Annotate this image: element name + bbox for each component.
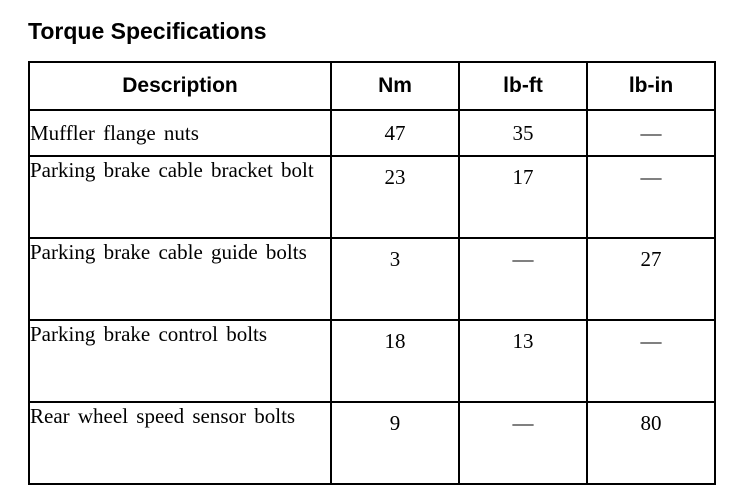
cell-lb-in: 80 [587,402,715,484]
cell-lb-ft: 13 [459,320,587,402]
cell-lb-in: — [587,156,715,238]
cell-nm: 9 [331,402,459,484]
cell-nm: 3 [331,238,459,320]
column-header-lb-ft: lb-ft [459,62,587,110]
cell-description: Parking brake cable guide bolts [29,238,331,320]
cell-description: Parking brake control bolts [29,320,331,402]
table-row [29,320,715,402]
cell-lb-ft: 17 [459,156,587,238]
cell-nm: 47 [331,110,459,156]
table-row [29,402,715,484]
cell-description: Muffler flange nuts [29,110,331,156]
cell-description: Rear wheel speed sensor bolts [29,402,331,484]
cell-lb-in: 27 [587,238,715,320]
table-header [29,62,715,110]
page-title: Torque Specifications [28,18,267,44]
table-header-row [29,62,715,110]
cell-lb-ft: — [459,402,587,484]
cell-nm: 23 [331,156,459,238]
cell-lb-ft: 35 [459,110,587,156]
table-row [29,238,715,320]
table-row [29,156,715,238]
torque-specifications-table [28,61,716,485]
table-row [29,110,715,156]
table-body [29,110,715,484]
cell-description: Parking brake cable bracket bolt [29,156,331,238]
cell-lb-in: — [587,320,715,402]
cell-nm: 18 [331,320,459,402]
column-header-description: Description [29,62,331,110]
column-header-nm: Nm [331,62,459,110]
cell-lb-ft: — [459,238,587,320]
cell-lb-in: — [587,110,715,156]
column-header-lb-in: lb-in [587,62,715,110]
